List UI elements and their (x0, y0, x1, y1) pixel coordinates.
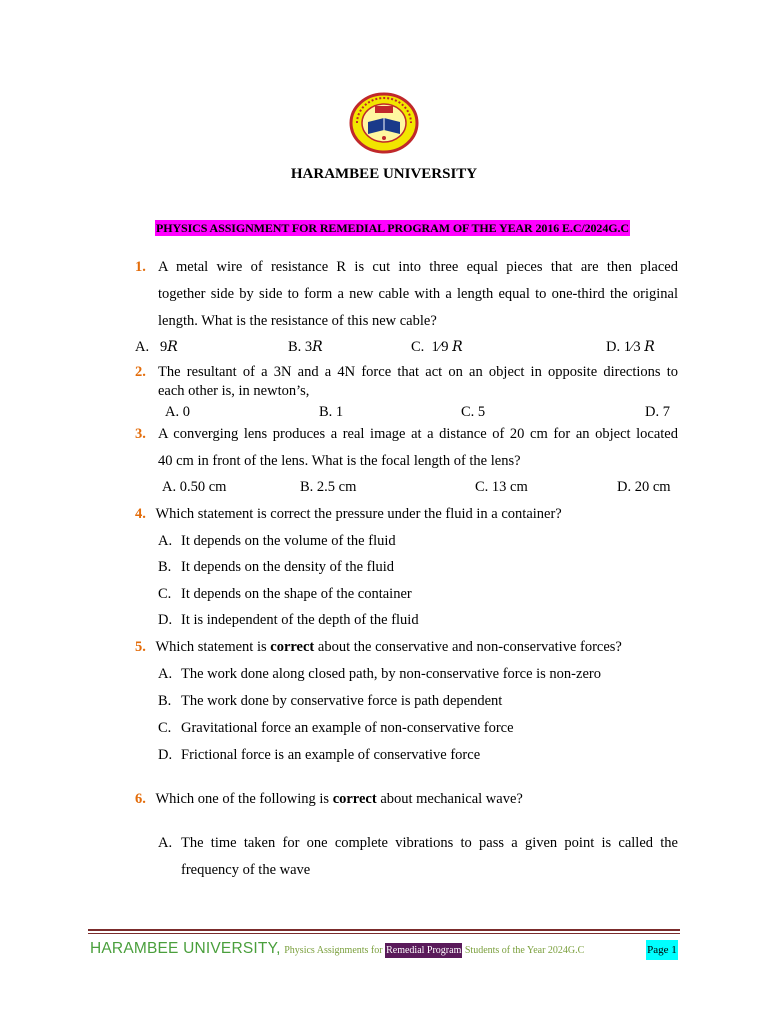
footer-text-pre: Physics Assignments for (284, 945, 386, 956)
footer-text-post: Students of the Year 2024G.C (462, 945, 585, 956)
question-1 (135, 254, 678, 335)
question-number: 2. (135, 364, 146, 380)
question-4 (135, 506, 562, 523)
document-title: HARAMBEE UNIVERSITY (290, 166, 478, 182)
university-logo (349, 92, 419, 154)
footer-university: HARAMBEE UNIVERSITY, (90, 940, 281, 957)
question-number: 1. (135, 259, 146, 275)
question-5 (135, 639, 622, 656)
option-b[interactable]: B. 1 (319, 404, 344, 420)
question-text: A metal wire of resistance R is cut into three equal pieces that are then placed together side by side to form a new cable with a length equal to one-third the original length. What is the resistance of this new cable? (158, 259, 678, 329)
question-1-options (135, 339, 695, 359)
option-d[interactable]: D. It is independent of the depth of the fluid (158, 612, 419, 628)
question-text: A converging lens produces a real image at a distance of 20 cm for an object located 40 cm in front of the lens. What is the focal length of the lens? (158, 426, 678, 469)
question-3 (135, 421, 678, 475)
page-number-badge: Page 1 (646, 940, 678, 960)
assignment-subtitle: PHYSICS ASSIGNMENT FOR REMEDIAL PROGRAM OF THE YEAR 2016 E.C/2024G.C (156, 221, 629, 235)
footer-highlight: Remedial Program (386, 945, 462, 956)
option-b[interactable]: B. It depends on the density of the fluid (158, 559, 395, 575)
page-footer (90, 940, 584, 958)
question-6-option-a[interactable]: A. The time taken for one complete vibrations to pass a given point is called the frequency of the wave (158, 835, 678, 878)
question-text: The resultant of a 3N and a 4N force that act on an object in opposite directions to each other is, in newton’s, (158, 364, 678, 399)
option-a[interactable]: A. 0.50 cm (162, 479, 227, 495)
question-number: 3. (135, 426, 146, 442)
option-b[interactable]: B. The work done by conservative force is path dependent (158, 693, 503, 709)
option-b[interactable]: B. 2.5 cm (300, 479, 357, 495)
question-number: 5. (135, 639, 146, 655)
question-number: 6. (135, 791, 146, 807)
option-c[interactable]: C. Gravitational force an example of non-conservative force (158, 720, 514, 736)
footer-rule (88, 929, 680, 931)
question-text: Which statement is correct the pressure under the fluid in a container? (155, 506, 562, 522)
question-3-options (135, 479, 695, 499)
option-d[interactable]: D. 1⁄3 R (606, 339, 655, 355)
option-a[interactable]: A. 9R (135, 339, 178, 355)
option-c[interactable]: C. 5 (461, 404, 486, 420)
question-text: Which statement is correct about the conservative and non-conservative forces? (155, 639, 622, 655)
option-c[interactable]: C. It depends on the shape of the container (158, 586, 412, 602)
option-d[interactable]: D. 20 cm (617, 479, 671, 495)
option-a[interactable]: A. It depends on the volume of the fluid (158, 533, 396, 549)
option-d[interactable]: D. Frictional force is an example of conservative force (158, 747, 481, 763)
question-6 (135, 791, 523, 808)
option-c[interactable]: C. 1⁄9 R (411, 339, 463, 355)
question-number: 4. (135, 506, 146, 522)
option-b[interactable]: B. 3R (288, 339, 323, 355)
option-a[interactable]: A. 0 (165, 404, 190, 420)
option-d[interactable]: D. 7 (645, 404, 670, 420)
footer-rule-thin (88, 933, 680, 934)
option-c[interactable]: C. 13 cm (475, 479, 528, 495)
question-2 (135, 363, 678, 401)
option-a[interactable]: A. The work done along closed path, by non-conservative force is non-zero (158, 666, 601, 682)
question-text: Which one of the following is correct about mechanical wave? (155, 791, 523, 807)
